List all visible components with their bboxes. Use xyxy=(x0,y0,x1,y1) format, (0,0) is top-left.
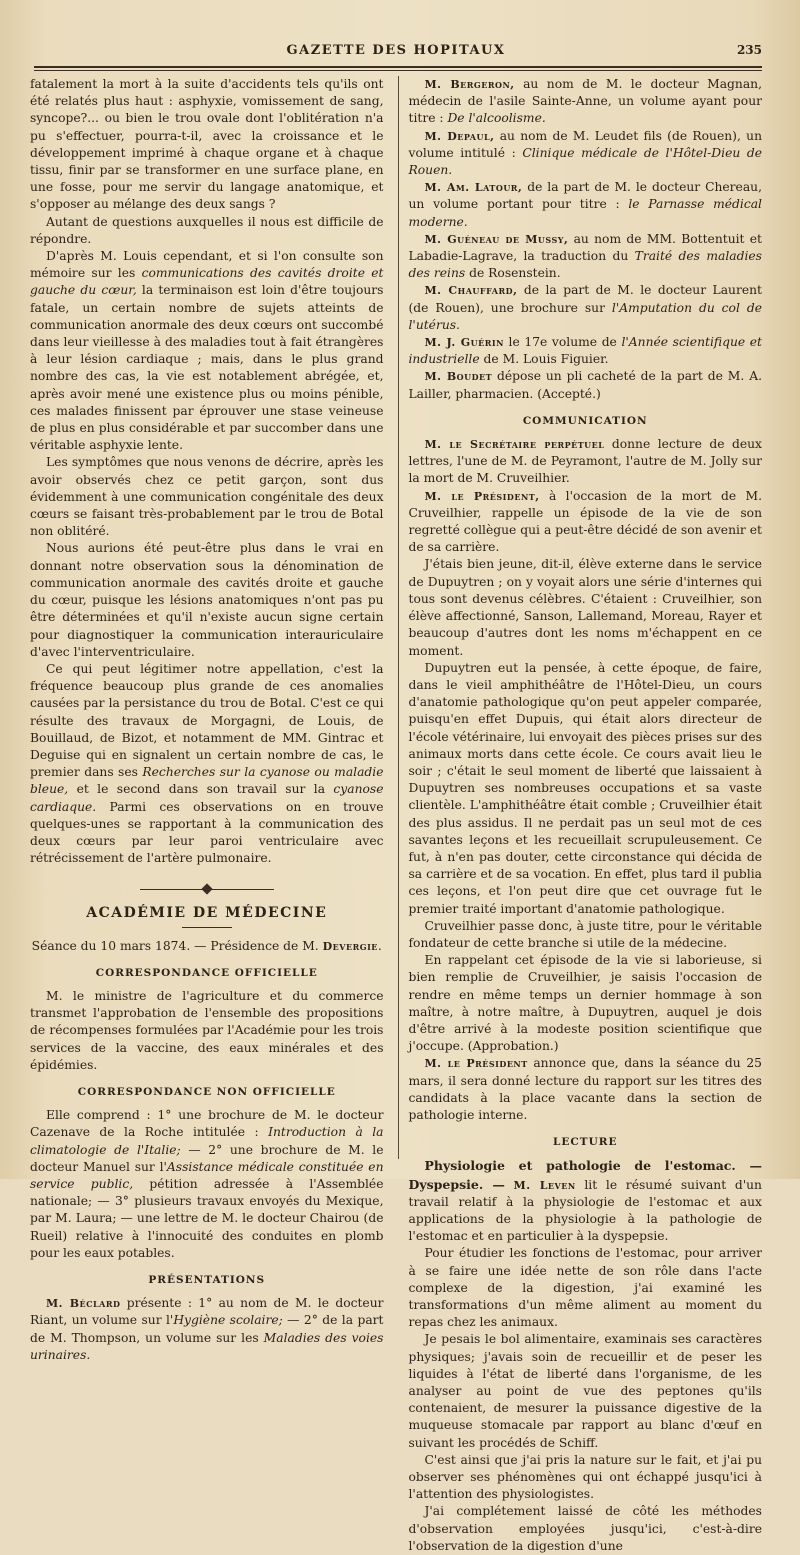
subsection-heading: CORRESPONDANCE NON OFFICIELLE xyxy=(77,1085,336,1098)
paragraph: M. Guéneau de Mussy, au nom de MM. Bottentuit et Labadie-Lagrave, la traduction du Traité des maladies des reins de Rosenstein. xyxy=(408,231,762,281)
left-column xyxy=(30,76,390,1362)
subsection-heading: LECTURE xyxy=(553,1136,618,1149)
paragraph: M. Depaul, au nom de M. Leudet fils (de Rouen), un volume intitulé : Clinique médicale de l'Hôtel-Dieu de Rouen. xyxy=(408,128,763,178)
paragraph: Je pesais le bol alimentaire, examinais ses caractères physiques; j'avais soin de recueillir et de peser les liquides à l'état de liberté dans l'organisme, de les analyser au point de vue des peptones qu'ils contenaient, de mesurer la puissance digestive de la muqueuse stomacale par rapport au blanc d'œuf en suivant les procédés de Schiff. xyxy=(408,1332,762,1450)
subsection-heading: COMMUNICATION xyxy=(522,414,648,427)
section-heading: ACADÉMIE DE MÉDECINE xyxy=(86,905,328,922)
session-line: Séance du 10 mars 1874. — Présidence de M. Devergie. xyxy=(31,938,382,953)
paragraph: Cruveilhier passe donc, à juste titre, pour le véritable fondateur de cette branche si utile de la médecine. xyxy=(408,918,762,950)
subsection-heading: PRÉSENTATIONS xyxy=(148,1274,266,1286)
paragraph: M. le Secrétaire perpétuel donne lecture de deux lettres, l'une de M. de Peyramont, l'autre de M. Jolly sur la mort de M. Cruveilhier. xyxy=(408,437,762,486)
paragraph: M. J. Guérin le 17e volume de l'Année scientifique et industrielle de M. Louis Figuier. xyxy=(408,335,762,367)
paragraph: M. Béclard présente : 1° au nom de M. le docteur Riant, un volume sur l'Hygiène scolaire; — 2° de la part de M. Thompson, un volume sur les Maladies des voies urinaires. xyxy=(30,1296,384,1362)
paragraph: D'après M. Louis cependant, et si l'on consulte son mémoire sur les communications des cavités droite et gauche du cœur, la terminaison est loin d'être toujours fatale, un certain nombre de sujets atteints de communication anormale des deux cœurs ont succombé dans leur vieillesse à des maladies tout à fait étrangères à leur lésion cardiaque ; mais, dans le plus grand nombre des cas, la vie est notablement abrégée, et, après avoir mené une existence plus ou moins pénible, ces malades finissent par éprouver une stase veineuse de plus en plus considérable et par succomber dans une véritable asphyxie lente. xyxy=(30,249,384,453)
paragraph: M. Boudet dépose un pli cacheté de la part de M. A. Lailler, pharmacien. (Accepté.) xyxy=(408,369,762,401)
paragraph: Les symptômes que nous venons de décrire, après les avoir observés chez ce petit garçon, sont dus évidemment à une communication congénitale des deux cœurs se faisant très-probablement par le trou de Botal non oblitéré. xyxy=(30,455,384,539)
page-number: 235 xyxy=(736,43,762,57)
paragraph: M. Am. Latour, de la part de M. le docteur Chereau, un volume portant pour titre : le Parnasse médical moderne. xyxy=(408,180,762,229)
paragraph: Dupuytren eut la pensée, à cette époque, de faire, dans le vieil amphithéâtre de l'Hôtel-Dieu, un cours d'anatomie pathologique qu'on peut appeler comparée, puisqu'en effet Dupuis, qui était alors directeur de l'école vétérinaire, lui envoyait des pièces prises sur des animaux morts dans cette école. Ce cours avait lieu le soir ; c'était le seul moment de liberté que laissaient à Dupuytren ses nombreuses occupations et sa vaste clientèle. L'amphithéâtre était comble ; Cruveilhier était des plus assidus. Il ne perdait pas un seul mot de ces savantes leçons et les recueillait scrupuleusement. Ce fut, à n'en pas douter, cette circonstance qui décida de sa carrière et de sa vocation. En effet, plus tard il publia ces leçons, et l'on peut dire que cet ouvrage fut le premier traité important d'anatomie pathologique. xyxy=(408,660,762,916)
right-column xyxy=(398,76,763,1553)
paragraph: M. le Président annonce que, dans la séance du 25 mars, il sera donné lecture du rapport sur les titres des candidats à la place vacante dans la section de pathologie interne. xyxy=(408,1056,762,1122)
paragraph: En rappelant cet épisode de la vie si laborieuse, si bien remplie de Cruveilhier, je saisis l'occasion de rendre en même temps un dernier hommage à son maître, à notre maître, à Dupuytren, auquel je dois d'être arrivé à la modeste position scientifique que j'occupe. (Approbation.) xyxy=(408,953,762,1054)
paragraph: M. Chauffard, de la part de M. le docteur Laurent (de Rouen), une brochure sur l'Amputation du col de l'utérus. xyxy=(408,283,762,332)
paragraph: J'étais bien jeune, dit-il, élève externe dans le service de Dupuytren ; on y voyait alors une série d'internes qui tous sont devenus célèbres. C'étaient : Cruveilhier, son élève affectionné, Sanson, Lallemand, Moreau, Rayer et beaucoup d'autres dont les noms m'échappent en ce moment. xyxy=(408,557,762,658)
paragraph: J'ai complétement laissé de côté les méthodes d'observation employées jusqu'ici, c'est-à-dire l'observation de la digestion d'une xyxy=(408,1504,762,1553)
page-header xyxy=(30,38,762,62)
divider xyxy=(182,927,232,928)
subsection-heading: CORRESPONDANCE OFFICIELLE xyxy=(95,966,318,979)
header-rule xyxy=(34,66,762,71)
paragraph: M. le Président, à l'occasion de la mort de M. Cruveilhier, rappelle un épisode de la vie de son regretté collègue qui a peut-être décidé de son avenir et de sa carrière. xyxy=(408,488,763,555)
paragraph: Nous aurions été peut-être plus dans le vrai en donnant notre observation sous la dénomination de communication anormale des cavités droite et gauche du cœur, puisque les lésions anatomiques n'ont pas pu être déterminées et qu'il n'existe aucun signe certain pour diagnostiquer la communication interauriculaire d'avec l'interventriculaire. xyxy=(30,541,384,659)
paragraph: Pour étudier les fonctions de l'estomac, pour arriver à se faire une idée nette de son rôle dans l'acte complexe de la digestion, j'ai examiné les transformations d'un même aliment au moment du repas chez les animaux. xyxy=(408,1246,762,1330)
paragraph: fatalement la mort à la suite d'accidents tels qu'ils ont été relatés plus haut : asphyxie, vomissement de sang, syncope?... ou bien le trou ovale dont l'oblitération n'a pu s'effectuer, pourra-t-il, avec la croissance et le développement imprimé à chaque organe et à chaque tissu, finir par se transformer en une surface plane, en une fosse, pour me servir du langage anatomique, et s'opposer au mélange des deux sangs ? xyxy=(30,77,384,212)
paragraph: Elle comprend : 1° une brochure de M. le docteur Cazenave de la Roche intitulée : Introduction à la climatologie de l'Italie; — 2° une brochure de M. le docteur Manuel sur l'Assistance médicale constituée en service public, pétition adressée à l'Assemblée nationale; — 3° plusieurs travaux envoyés du Mexique, par M. Laura; — une lettre de M. le docteur Chairou (de Rueil) relative à l'innocuité des conduites en plomb pour les eaux potables. xyxy=(30,1108,384,1260)
columns xyxy=(30,76,763,1553)
paragraph: Physiologie et pathologie de l'estomac. — Dyspepsie. — M. Leven lit le résumé suivant d'un travail relatif à la physiologie de l'estomac et aux applications de la physiologie à la pathologie de l'estomac et en particulier à la dyspepsie. xyxy=(408,1158,762,1244)
paragraph: Ce qui peut légitimer notre appellation, c'est la fréquence beaucoup plus grande de ces anomalies causées par la persistance du trou de Botal. C'est ce qui résulte des travaux de Morgagni, de Louis, de Bouillaud, de Bizot, et notamment de MM. Gintrac et Deguise qui en signalent un certain nombre de cas, le premier dans ses Recherches sur la cyanose ou maladie bleue, et le second dans son travail sur la cyanose cardiaque. Parmi ces observations on en trouve quelques-unes se rapportant à la communication des deux cœurs par leur paroi ventriculaire avec rétrécissement de l'artère pulmonaire. xyxy=(30,661,384,866)
paragraph: Autant de questions auxquelles il nous est difficile de répondre. xyxy=(30,214,384,246)
journal-title: GAZETTE DES HOPITAUX xyxy=(286,42,506,58)
paragraph: C'est ainsi que j'ai pris la nature sur le fait, et j'ai pu observer ses phénomènes qui ont échappé jusqu'ici à l'attention des physiologistes. xyxy=(408,1452,762,1502)
section-ornament xyxy=(30,885,384,895)
paragraph: M. Bergeron, au nom de M. le docteur Magnan, médecin de l'asile Sainte-Anne, un volume ayant pour titre : De l'alcoolisme. xyxy=(408,77,762,126)
paragraph: M. le ministre de l'agriculture et du commerce transmet l'approbation de l'ensemble des propositions de récompenses formulées par l'Académie pour les trois services de la vaccine, des eaux minérales et des épidémies. xyxy=(30,988,384,1072)
